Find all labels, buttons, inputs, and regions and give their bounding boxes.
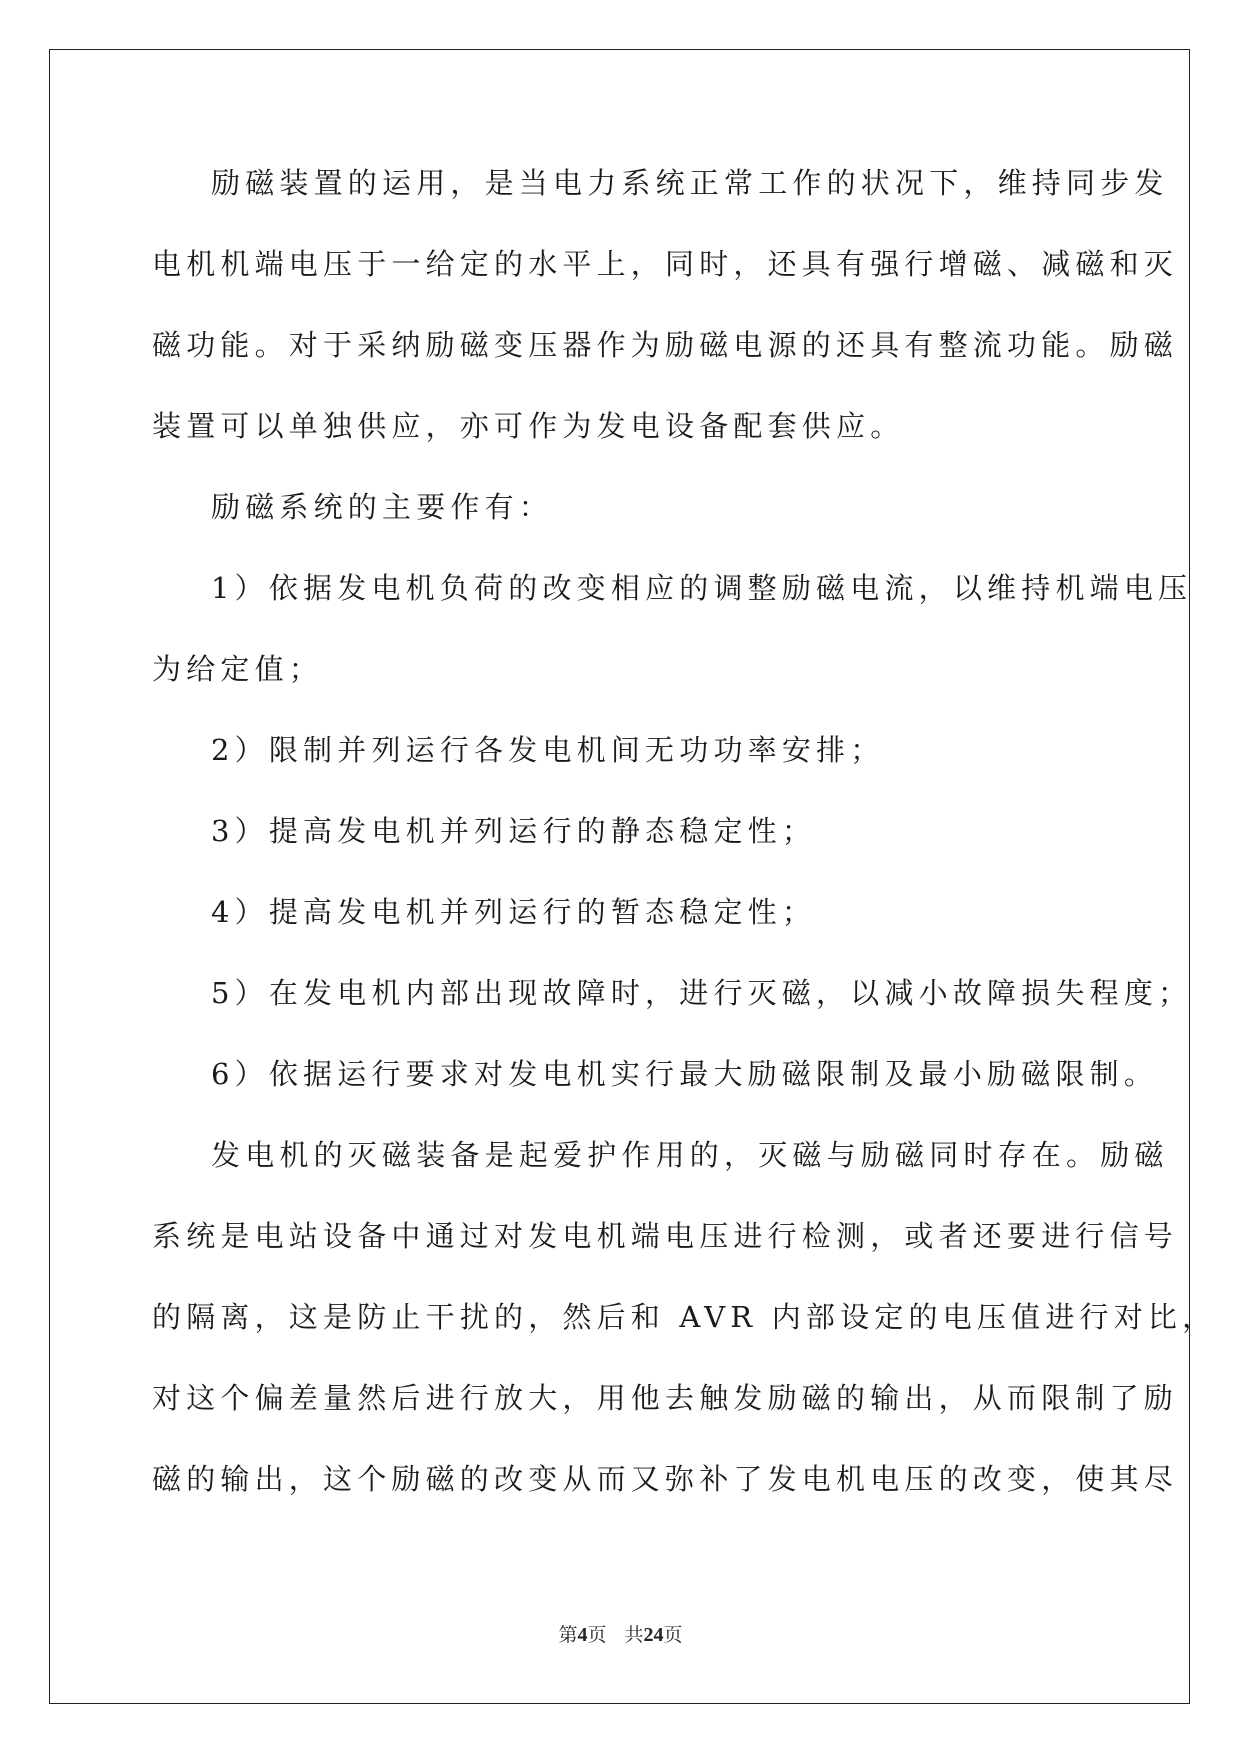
- total-suffix: 页: [663, 1625, 683, 1646]
- page-prefix: 第: [558, 1625, 578, 1646]
- list-item-line: 5）在发电机内部出现故障时，进行灭磁，以减小故障损失程度；: [211, 976, 1193, 1010]
- paragraph-line: 对这个偏差量然后进行放大，用他去触发励磁的输出，从而限制了励: [152, 1381, 1179, 1415]
- paragraph-line: 的隔离，这是防止干扰的，然后和 AVR 内部设定的电压值进行对比，: [152, 1300, 1217, 1334]
- paragraph-line: 发电机的灭磁装备是起爱护作用的，灭磁与励磁同时存在。励磁: [211, 1138, 1169, 1172]
- paragraph-line: 装置可以单独供应，亦可作为发电设备配套供应。: [152, 409, 905, 443]
- total-page-number: 24: [643, 1624, 664, 1646]
- list-item-line: 为给定值；: [152, 652, 324, 686]
- current-page-number: 4: [577, 1624, 588, 1646]
- list-item-line: 1）依据发电机负荷的改变相应的调整励磁电流，以维持机端电压: [211, 571, 1193, 605]
- total-prefix: 共: [624, 1625, 644, 1646]
- list-item-line: 6）依据运行要求对发电机实行最大励磁限制及最小励磁限制。: [211, 1057, 1159, 1091]
- list-item-line: 4）提高发电机并列运行的暂态稳定性；: [211, 895, 817, 929]
- paragraph-line: 励磁装置的运用，是当电力系统正常工作的状况下，维持同步发: [211, 166, 1169, 200]
- paragraph-line: 电机机端电压于一给定的水平上，同时，还具有强行增磁、减磁和灭: [152, 247, 1179, 281]
- paragraph-line: 磁功能。对于采纳励磁变压器作为励磁电源的还具有整流功能。励磁: [152, 328, 1179, 362]
- list-item-line: 3）提高发电机并列运行的静态稳定性；: [211, 814, 817, 848]
- document-body: [152, 163, 1217, 1540]
- page-suffix: 页: [587, 1625, 607, 1646]
- list-item-line: 2）限制并列运行各发电机间无功功率安排；: [211, 733, 885, 767]
- page-footer: [0, 1623, 1241, 1648]
- paragraph-line: 系统是电站设备中通过对发电机端电压进行检测，或者还要进行信号: [152, 1219, 1179, 1253]
- paragraph-line: 励磁系统的主要作有：: [211, 490, 554, 524]
- paragraph-line: 磁的输出，这个励磁的改变从而又弥补了发电机电压的改变，使其尽: [152, 1462, 1179, 1496]
